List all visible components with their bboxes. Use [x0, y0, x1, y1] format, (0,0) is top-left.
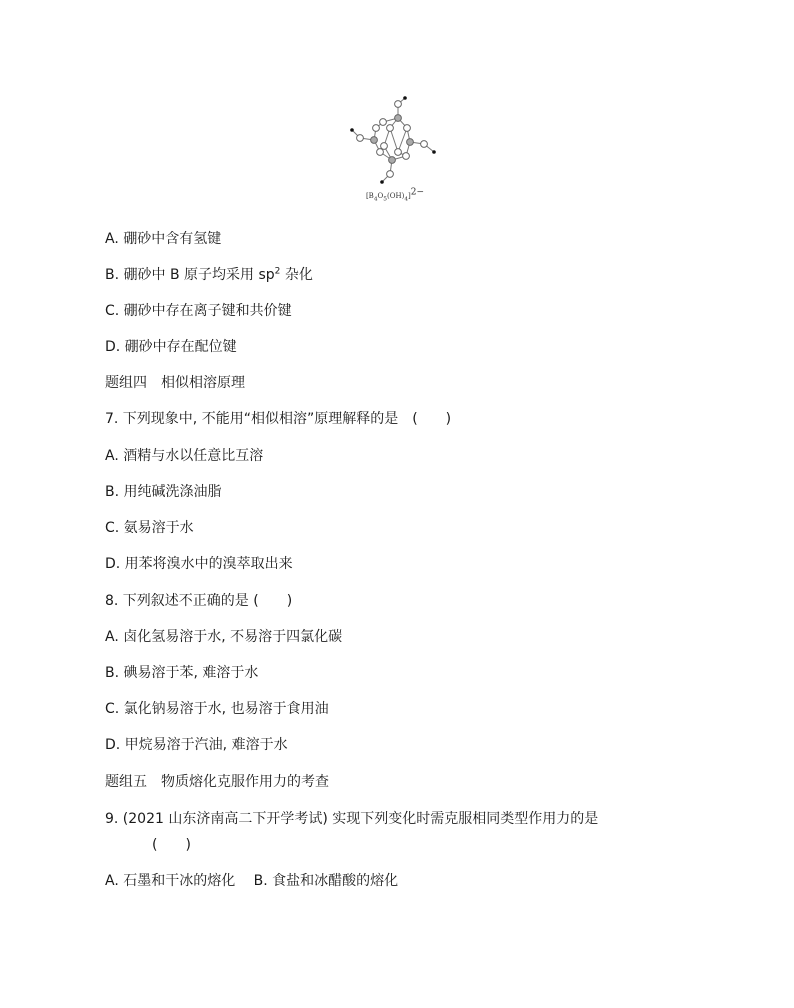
q6-option-a: A. 硼砂中含有氢键 — [105, 231, 222, 247]
q7-option-c: C. 氨易溶于水 — [105, 520, 194, 536]
question-8: 8. 下列叙述不正确的是 ( ) — [105, 593, 293, 609]
borax-structure-figure — [340, 92, 450, 207]
borax-anion-diagram — [340, 92, 450, 192]
group4-heading: 题组四 相似相溶原理 — [105, 375, 245, 391]
question-9: 9. (2021 山东济南高二下开学考试) 实现下列变化时需克服相同类型作用力的是 — [105, 811, 599, 827]
q9-answer-paren: ( ) — [152, 837, 191, 853]
q8-option-d: D. 甲烷易溶于汽油, 难溶于水 — [105, 737, 288, 753]
q8-option-c: C. 氯化钠易溶于水, 也易溶于食用油 — [105, 701, 329, 717]
q8-option-b: B. 碘易溶于苯, 难溶于水 — [105, 665, 259, 681]
group5-heading: 题组五 物质熔化克服作用力的考查 — [105, 774, 329, 790]
q6-option-b: B. 硼砂中 B 原子均采用 $sp^2$ 杂化 — [105, 266, 313, 283]
q7-option-a: A. 酒精与水以任意比互溶 — [105, 448, 264, 464]
q7-option-d: D. 用苯将溴水中的溴萃取出来 — [105, 556, 293, 572]
q6-option-c: C. 硼砂中存在离子键和共价键 — [105, 303, 292, 319]
q9-options-ab: A. 石墨和干冰的熔化 B. 食盐和冰醋酸的熔化 — [105, 873, 399, 889]
question-7: 7. 下列现象中, 不能用“相似相溶”原理解释的是 ( ) — [105, 411, 452, 427]
figure-caption: $[B_4O_5(OH)_4]^{2-}$ — [365, 187, 425, 203]
q8-option-a: A. 卤化氢易溶于水, 不易溶于四氯化碳 — [105, 629, 343, 645]
q6-option-d: D. 硼砂中存在配位键 — [105, 339, 237, 355]
q7-option-b: B. 用纯碱洗涤油脂 — [105, 484, 222, 500]
